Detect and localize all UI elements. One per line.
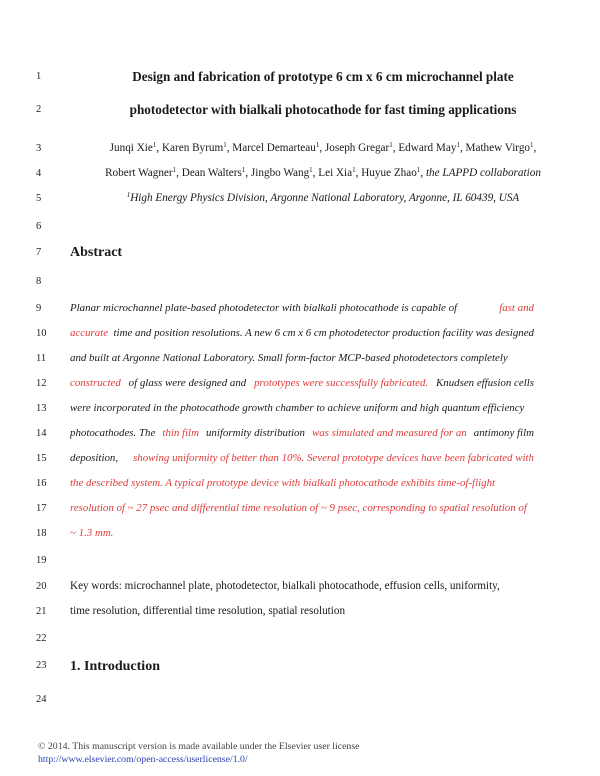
affiliation-mark: 1	[456, 141, 460, 149]
line-number: 23	[36, 660, 47, 671]
line-number: 4	[36, 168, 42, 179]
line-number: 13	[36, 403, 47, 414]
abstract-highlight: the described system. A typical prototype device with bialkali photocathode exhibits time-of-flight	[70, 477, 496, 489]
line-number: 11	[36, 353, 47, 364]
abstract-text: uniformity distribution	[205, 427, 305, 439]
line-number: 3	[36, 143, 42, 154]
abstract-heading: Abstract	[70, 245, 123, 260]
abstract-highlight: accurate	[70, 327, 109, 339]
author: Robert Wagner	[105, 167, 173, 179]
line-number: 10	[36, 328, 47, 339]
author: Huyue Zhao	[361, 167, 417, 179]
author: Edward May	[398, 142, 457, 154]
line-number: 2	[36, 104, 42, 115]
affiliation-mark: 1	[416, 166, 421, 174]
line-number: 21	[36, 606, 47, 617]
keywords-line-1: Key words: microchannel plate, photodetector, bialkali photocathode, effusion cells, uniformity,	[70, 580, 500, 592]
line-number: 9	[36, 303, 42, 314]
abstract-text: of glass were designed and	[128, 377, 247, 389]
abstract-line	[70, 402, 534, 414]
line-number: 16	[36, 478, 47, 489]
line-number: 8	[36, 276, 42, 287]
line-number: 14	[36, 428, 47, 439]
abstract-text: time and position resolutions. A new 6 cm x 6 cm photodetector production facility was designed	[113, 327, 534, 339]
affiliation	[70, 192, 576, 204]
line-number: 18	[36, 528, 47, 539]
abstract-highlight: constructed	[70, 377, 121, 389]
abstract-line	[70, 352, 534, 364]
abstract-text: photocathodes. The	[70, 427, 156, 439]
abstract-line	[70, 327, 534, 339]
abstract-highlight: was simulated and measured for an	[311, 427, 467, 439]
affiliation-mark: 1	[309, 166, 313, 174]
abstract-text: were incorporated in the photocathode growth chamber to achieve uniform and high quantum efficiency	[70, 402, 525, 414]
affiliation-mark: 1	[241, 166, 246, 174]
line-number: 7	[36, 247, 42, 258]
abstract-highlight: ~ 1.3 mm.	[70, 527, 114, 539]
abstract-highlight: fast and	[499, 302, 534, 314]
line-number: 5	[36, 193, 42, 204]
affiliation-mark: 1	[223, 141, 227, 149]
author-list-line-1: Junqi Xie$^1$, Karen Byrum$^1$, Marcel Demarteau$^1$, Joseph Gregar$^1$, Edward May$^1$, Mathew Virgo$^1$,	[109, 141, 537, 154]
affiliation-mark: 1	[389, 141, 393, 149]
abstract-highlight: resolution of ~ 27 psec and differential time resolution of ~ 9 psec, corresponding to spatial resolution of	[70, 502, 527, 514]
license-link[interactable]: http://www.elsevier.com/open-access/userlicense/1.0/	[38, 754, 248, 765]
affiliation-text: High Energy Physics Division, Argonne National Laboratory, Argonne, IL 60439, USA	[130, 192, 520, 204]
abstract-text: and built at Argonne National Laboratory. Small form-factor MCP-based photodetectors completely	[70, 352, 508, 364]
author: Mathew Virgo	[465, 142, 531, 154]
abstract-line	[70, 302, 534, 314]
line-number: 20	[36, 581, 47, 592]
author: Karen Byrum	[161, 142, 224, 154]
line-number: 24	[36, 694, 47, 705]
abstract-text: deposition,	[70, 452, 119, 464]
line-number: 12	[36, 378, 47, 389]
line-number: 1	[36, 71, 42, 82]
paper-title-line-1: Design and fabrication of prototype 6 cm x 6 cm microchannel plate	[132, 69, 514, 84]
author: Joseph Gregar	[324, 142, 390, 154]
line-number: 17	[36, 503, 47, 514]
introduction-heading: 1. Introduction	[70, 659, 160, 674]
abstract-line	[70, 377, 534, 389]
abstract-highlight: showing uniformity of better than 10%. Several prototype devices have been fabricated with	[133, 452, 534, 464]
line-number: 22	[36, 633, 47, 644]
keywords-line-2: time resolution, differential time resolution, spatial resolution	[70, 605, 346, 617]
abstract-text: Planar microchannel plate-based photodetector with bialkali photocathode is capable of	[70, 302, 458, 314]
abstract-line	[70, 427, 534, 439]
affiliation-mark: 1	[126, 191, 131, 199]
author: Jingbo Wang	[250, 167, 310, 179]
author: Marcel Demarteau	[232, 142, 316, 154]
abstract-line	[70, 477, 534, 489]
abstract-highlight: prototypes were successfully fabricated.	[254, 377, 429, 389]
author-list-line-2: Robert Wagner$^1$, Dean Walters$^1$, Jingbo Wang$^1$, Lei Xia$^1$, Huyue Zhao$^1$, the LAPPD collaboration	[105, 166, 541, 179]
abstract-line	[70, 527, 534, 539]
line-number: 6	[36, 221, 42, 232]
author: Junqi Xie	[109, 142, 153, 154]
affiliation-mark: 1	[152, 141, 157, 149]
author: Lei Xia	[318, 167, 353, 179]
collaboration-name: the LAPPD collaboration	[425, 167, 541, 179]
affiliation-mark: 1	[172, 166, 177, 174]
abstract-text: Knudsen effusion cells	[435, 377, 534, 389]
author: Dean Walters	[181, 167, 242, 179]
affiliation-mark: 1	[530, 141, 534, 149]
line-number: 19	[36, 555, 47, 566]
abstract-line	[70, 502, 534, 514]
line-number: 15	[36, 453, 47, 464]
abstract-highlight: thin film	[162, 427, 199, 439]
license-note: © 2014. This manuscript version is made available under the Elsevier user license	[38, 741, 360, 752]
abstract-text: antimony film	[473, 427, 534, 439]
paper-title-line-2: photodetector with bialkali photocathode for fast timing applications	[129, 102, 517, 117]
affiliation-mark: 1	[315, 141, 320, 149]
abstract-line	[70, 452, 534, 464]
affiliation-mark: 1	[352, 166, 356, 174]
